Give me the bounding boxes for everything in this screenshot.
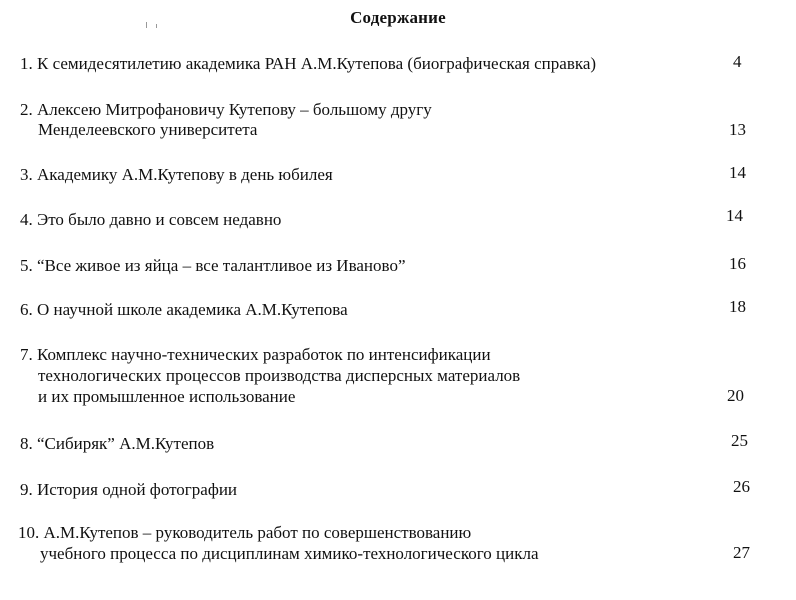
- toc-entry-title: 8. “Сибиряк” А.М.Кутепов: [20, 434, 215, 453]
- toc-entry-title: 4. Это было давно и совсем недавно: [20, 210, 282, 229]
- toc-entry-title: 9. История одной фотографии: [20, 480, 238, 499]
- toc-entry-page: 26: [733, 477, 750, 496]
- toc-entry-title: 10. А.М.Кутепов – руководитель работ по совершенствованию: [18, 523, 472, 542]
- toc-entry-title: 1. К семидесятилетию академика РАН А.М.Кутепова (биографическая справка): [20, 54, 597, 73]
- toc-entry-title-continuation: технологических процессов производства дисперсных материалов: [38, 366, 521, 385]
- toc-entry-title: 7. Комплекс научно-технических разработок по интенсификации: [20, 345, 491, 364]
- toc-entry-page: 18: [729, 297, 746, 316]
- toc-entry-title-continuation: учебного процесса по дисциплинам химико-технологического цикла: [40, 544, 539, 563]
- toc-entry-title: 2. Алексею Митрофановичу Кутепову – большому другу: [20, 100, 432, 119]
- toc-entry-page: 25: [731, 431, 748, 450]
- toc-entry-title-continuation: и их промышленное использование: [38, 387, 296, 406]
- toc-entry-page: 14: [729, 163, 746, 182]
- page-title: Содержание: [350, 8, 446, 27]
- toc-entry-title: 3. Академику А.М.Кутепову в день юбилея: [20, 165, 333, 184]
- toc-entry-page: 16: [729, 254, 746, 273]
- toc-entry-page: 13: [729, 120, 746, 139]
- toc-entry-page: 20: [727, 386, 744, 405]
- toc-entry-title-continuation: Менделеевского университета: [38, 120, 258, 139]
- toc-entry-page: 27: [733, 543, 750, 562]
- toc-entry-title: 6. О научной школе академика А.М.Кутепова: [20, 300, 348, 319]
- toc-entry-page: 14: [726, 206, 743, 225]
- toc-entry-title: 5. “Все живое из яйца – все талантливое из Иваново”: [20, 256, 406, 275]
- toc-entry-page: 4: [733, 52, 742, 71]
